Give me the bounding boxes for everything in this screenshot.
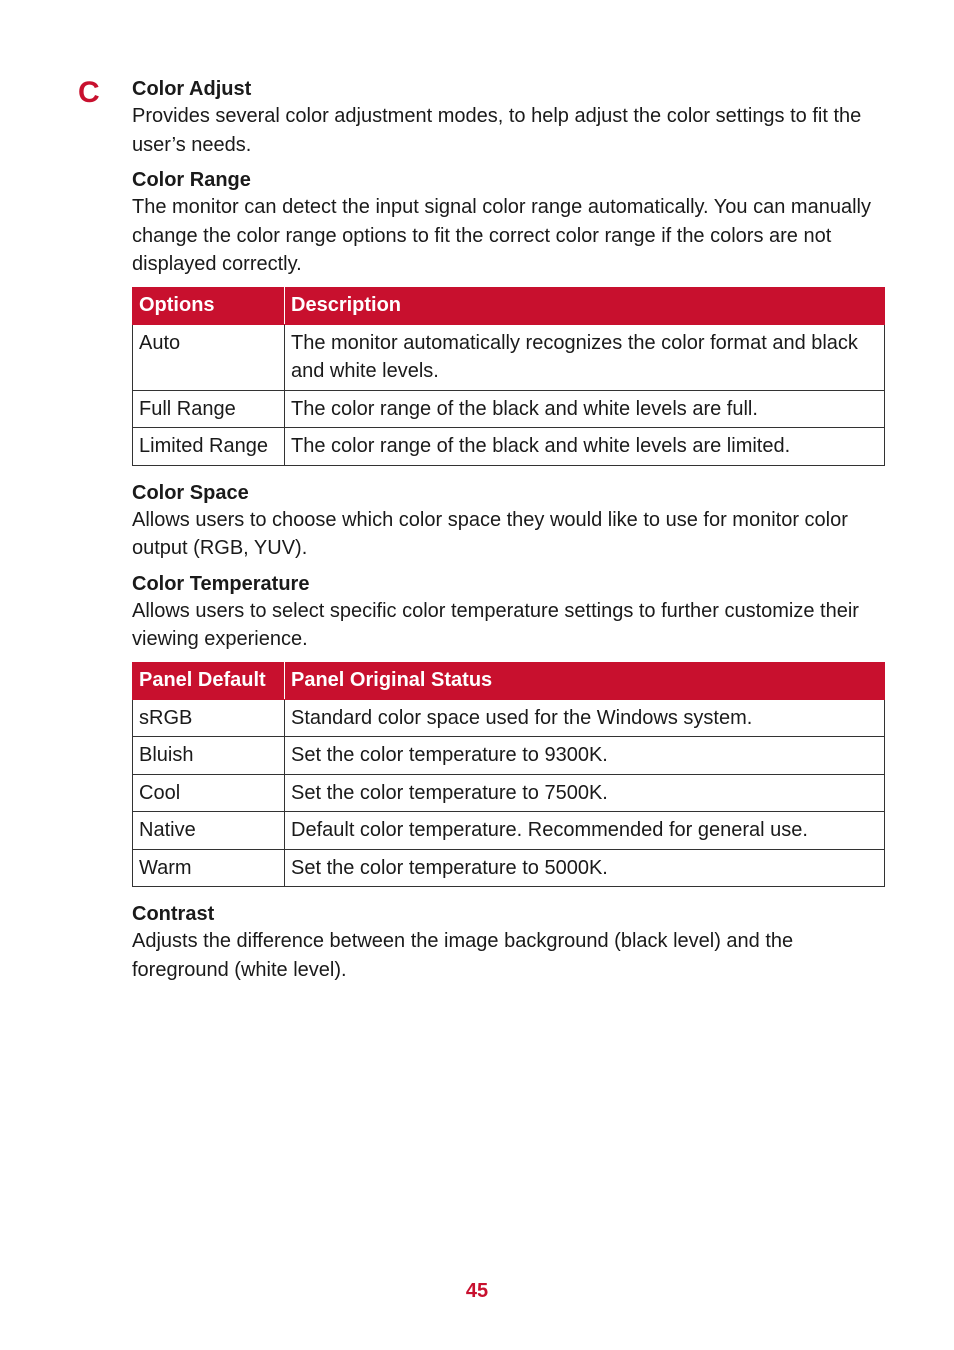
- description-cell: Default color temperature. Recommended for general use.: [285, 812, 885, 850]
- contrast-text: Adjusts the difference between the image background (black level) and the foreground (white level).: [132, 930, 794, 981]
- table-header-row: [133, 662, 885, 699]
- table-row: [133, 324, 885, 390]
- option-cell: Limited Range: [133, 428, 285, 466]
- color-space-text: Allows users to choose which color space they would like to use for monitor color output (RGB, YUV).: [132, 508, 848, 559]
- contrast-heading: Contrast: [132, 903, 215, 925]
- color-range-section: [132, 167, 885, 279]
- table-row: [133, 390, 885, 428]
- column-header-panel-default: Panel Default: [133, 662, 285, 699]
- color-temperature-section: [132, 571, 885, 654]
- color-range-table: [132, 287, 885, 466]
- color-adjust-section: [132, 76, 885, 159]
- description-cell: The color range of the black and white levels are limited.: [285, 428, 885, 466]
- description-cell: Set the color temperature to 7500K.: [285, 774, 885, 812]
- table-row: [133, 699, 885, 737]
- description-cell: Standard color space used for the Windows system.: [285, 699, 885, 737]
- color-space-heading: Color Space: [132, 481, 249, 504]
- color-range-heading: Color Range: [132, 169, 251, 191]
- color-adjust-heading: Color Adjust: [132, 78, 252, 100]
- option-cell: Native: [133, 812, 285, 850]
- option-cell: Bluish: [133, 737, 285, 775]
- color-adjust-text: Provides several color adjustment modes, to help adjust the color settings to fit the user’s needs.: [132, 105, 862, 156]
- column-header-panel-original-status: Panel Original Status: [285, 662, 885, 699]
- page-content: [132, 76, 885, 992]
- color-space-section: [132, 480, 885, 563]
- table-header-row: [133, 287, 885, 324]
- description-cell: The color range of the black and white levels are full.: [285, 390, 885, 428]
- table-row: [133, 812, 885, 850]
- table-row: [133, 737, 885, 775]
- table-row: [133, 774, 885, 812]
- color-temperature-table: [132, 662, 885, 888]
- description-cell: Set the color temperature to 9300K.: [285, 737, 885, 775]
- option-cell: Cool: [133, 774, 285, 812]
- column-header-options: Options: [133, 287, 285, 324]
- table-row: [133, 428, 885, 466]
- color-temperature-heading: Color Temperature: [132, 572, 310, 595]
- option-cell: sRGB: [133, 699, 285, 737]
- column-header-description: Description: [285, 287, 885, 324]
- color-temperature-text: Allows users to select specific color temperature settings to further customize their viewing experience.: [132, 599, 859, 650]
- description-cell: Set the color temperature to 5000K.: [285, 849, 885, 887]
- section-letter: C: [78, 76, 100, 109]
- option-cell: Auto: [133, 324, 285, 390]
- contrast-section: [132, 901, 885, 984]
- description-cell: The monitor automatically recognizes the color format and black and white levels.: [285, 324, 885, 390]
- table-row: [133, 849, 885, 887]
- option-cell: Warm: [133, 849, 285, 887]
- option-cell: Full Range: [133, 390, 285, 428]
- page-number: 45: [465, 1280, 489, 1302]
- color-range-text: The monitor can detect the input signal color range automatically. You can manually change the color range options to fit the correct color range if the colors are not displayed correctly.: [132, 196, 871, 275]
